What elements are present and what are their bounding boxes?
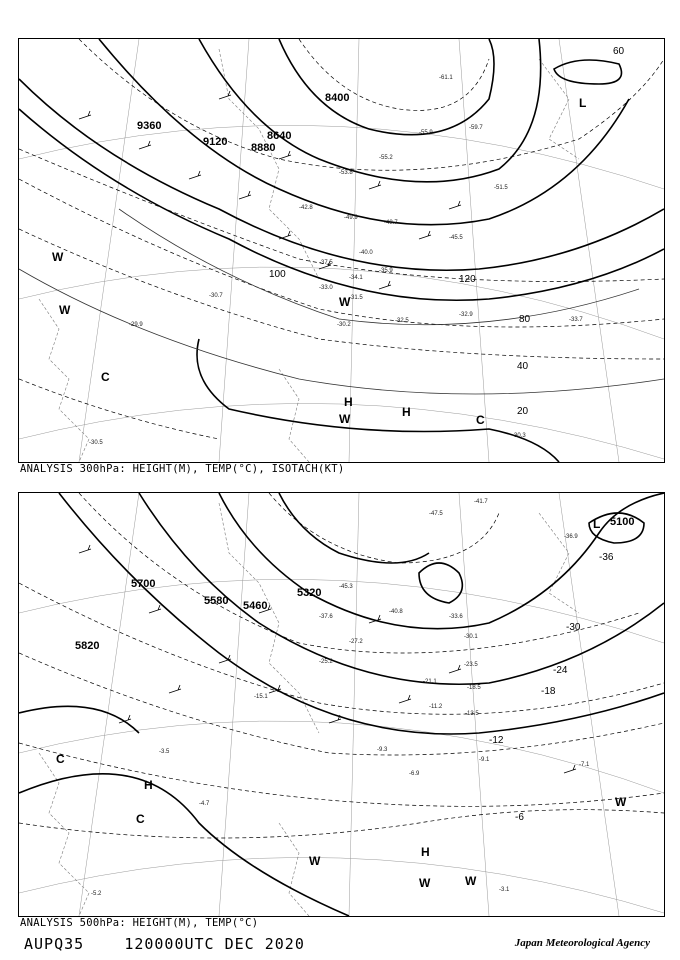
height-contours (19, 493, 664, 916)
isotherm-label: -36 (599, 552, 614, 563)
station-label: -37.6 (319, 614, 333, 620)
warm-symbol: W (59, 303, 71, 317)
station-label: -5.2 (91, 891, 102, 897)
map-500hpa (18, 492, 665, 917)
station-label: -4.7 (199, 801, 210, 807)
station-label: -9.1 (479, 757, 490, 763)
temp-label: -61.1 (439, 75, 453, 81)
temp-label: -40.0 (359, 250, 373, 256)
isotach-label-40: 40 (517, 361, 529, 372)
station-label: -23.5 (464, 662, 478, 668)
temp-label: -29.9 (129, 322, 143, 328)
station-label: -45.3 (339, 584, 353, 590)
caption-500hpa: ANALYSIS 500hPa: HEIGHT(M), TEMP(°C) (20, 917, 259, 929)
valid-time: 120000UTC DEC 2020 (124, 935, 305, 953)
isotach-label-20: 20 (517, 406, 529, 417)
warm-symbol: W (339, 295, 351, 309)
high-pressure-symbol: H (144, 778, 153, 792)
isotherm-label: -12 (489, 735, 504, 746)
height-label-4: 8640 (267, 130, 292, 142)
cold-symbol: C (101, 370, 110, 384)
height-label-5820: 5820 (75, 640, 100, 652)
warm-symbol: W (615, 795, 627, 809)
height-labels (75, 516, 634, 652)
warm-symbol: W (465, 874, 477, 888)
temperature-station-labels (91, 499, 590, 897)
isotherm-label: -6 (515, 812, 524, 823)
station-label: -40.8 (389, 609, 403, 615)
height-label-3: 8880 (251, 142, 276, 154)
height-label-5320: 5320 (297, 587, 322, 599)
station-label: -11.2 (429, 704, 443, 710)
coastline (39, 49, 579, 462)
station-label: -3.1 (499, 887, 510, 893)
graticule (19, 493, 664, 916)
station-label: -13.5 (465, 711, 479, 717)
station-label: -41.7 (474, 499, 488, 505)
cold-symbol: C (136, 812, 145, 826)
height-label-5: 8400 (325, 92, 350, 104)
chart-identifier (24, 935, 305, 953)
temp-label: -33.7 (569, 317, 583, 323)
temp-label: -32.5 (395, 318, 409, 324)
station-label: -25.2 (319, 659, 333, 665)
map-300hpa (18, 38, 665, 463)
temp-label: -59.7 (469, 125, 483, 131)
temp-label: -53.8 (339, 170, 353, 176)
isotherm-label: -18 (541, 686, 556, 697)
station-label: -33.6 (449, 614, 463, 620)
low-pressure-symbol: L (593, 517, 601, 531)
temp-label: -55.9 (419, 130, 433, 136)
height-label-1: 9360 (137, 120, 162, 132)
warm-symbol: W (419, 876, 431, 890)
temp-label: -37.5 (319, 260, 333, 266)
isotherm-label: -30 (566, 622, 581, 633)
station-label: -21.1 (423, 679, 437, 685)
station-label: -15.1 (254, 694, 268, 700)
temperature-station-labels (89, 75, 583, 446)
isotach-label-80: 80 (519, 314, 531, 325)
high-pressure-symbol: H (344, 395, 353, 409)
height-label-5460: 5460 (243, 600, 268, 612)
isotherm-label: -24 (553, 665, 568, 676)
temp-label: -33.0 (319, 285, 333, 291)
temp-label: -55.2 (379, 155, 393, 161)
temp-label: -30.3 (512, 433, 526, 439)
station-label: -47.5 (429, 511, 443, 517)
low-pressure-symbol: L (579, 96, 587, 110)
temp-label: -30.2 (337, 322, 351, 328)
temp-label: -48.7 (384, 220, 398, 226)
station-label: -9.3 (377, 747, 388, 753)
height-label-5580: 5580 (204, 595, 229, 607)
warm-symbol: W (339, 412, 351, 426)
isotherm-labels (489, 552, 614, 823)
temp-label: -42.8 (299, 205, 313, 211)
station-label: -3.5 (159, 749, 170, 755)
pressure-symbols (56, 517, 627, 890)
temp-label: -30.5 (89, 440, 103, 446)
high-pressure-symbol: H (421, 845, 430, 859)
temp-label: -49.9 (344, 215, 358, 221)
isotach-label-120: 120 (459, 274, 476, 285)
isotach-label-100: 100 (269, 269, 286, 280)
height-label-5100: 5100 (610, 516, 635, 528)
warm-symbol: W (309, 854, 321, 868)
height-label-5700: 5700 (131, 578, 156, 590)
isotach-label-60: 60 (613, 46, 625, 57)
temp-label: -32.9 (459, 312, 473, 318)
temp-label: -30.7 (209, 293, 223, 299)
chart-300hpa (19, 39, 664, 462)
agency-name: Japan Meteorological Agency (514, 937, 650, 949)
station-label: -7.1 (579, 762, 590, 768)
temp-label: -45.5 (449, 235, 463, 241)
temp-label: -51.5 (494, 185, 508, 191)
station-label: -36.9 (564, 534, 578, 540)
bulletin-code: AUPQ35 (24, 935, 85, 953)
height-label-2: 9120 (203, 136, 228, 148)
station-label: -30.1 (464, 634, 478, 640)
caption-300hpa: ANALYSIS 300hPa: HEIGHT(M), TEMP(°C), ISOTACH(KT) (20, 463, 345, 475)
high-pressure-symbol: H (402, 405, 411, 419)
temp-label: -34.1 (349, 275, 363, 281)
station-label: -27.2 (349, 639, 363, 645)
cold-symbol: C (56, 752, 65, 766)
warm-symbol: W (52, 250, 64, 264)
temp-label: -31.5 (349, 295, 363, 301)
station-label: -6.9 (409, 771, 420, 777)
cold-symbol: C (476, 413, 485, 427)
station-label: -18.5 (467, 685, 481, 691)
temp-label: -35.9 (379, 268, 393, 274)
chart-500hpa (19, 493, 664, 916)
